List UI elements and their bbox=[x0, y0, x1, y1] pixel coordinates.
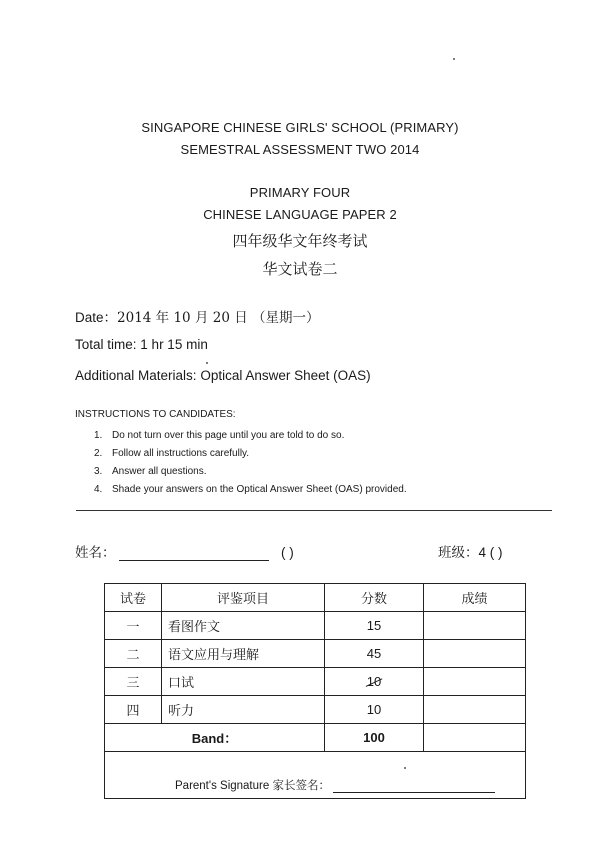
scan-speck bbox=[453, 58, 455, 60]
header-marks: 分数 bbox=[325, 584, 424, 612]
paper-cell: 二 bbox=[105, 640, 162, 668]
date-label: Date： bbox=[75, 310, 118, 325]
signature-row bbox=[105, 752, 526, 799]
name-label: 姓名： bbox=[75, 545, 116, 561]
grade-cell[interactable] bbox=[424, 668, 526, 696]
index-number-field[interactable]: ( ) bbox=[281, 545, 294, 560]
signature-line bbox=[111, 777, 519, 798]
grade-cell[interactable] bbox=[424, 640, 526, 668]
exam-title-cn: 四年级华文年终考试 bbox=[232, 232, 368, 250]
paper-cell: 三 bbox=[105, 668, 162, 696]
table-header-row bbox=[105, 584, 526, 612]
band-label: Band： bbox=[105, 724, 325, 752]
grade-cell[interactable] bbox=[424, 612, 526, 640]
time-line bbox=[75, 337, 208, 352]
signature-field[interactable] bbox=[333, 780, 495, 793]
divider bbox=[76, 510, 552, 511]
materials-label: Additional Materials: bbox=[75, 368, 197, 383]
school-name: SINGAPORE CHINESE GIRLS' SCHOOL (PRIMARY) bbox=[141, 120, 459, 135]
band-grade-cell[interactable] bbox=[424, 724, 526, 752]
item-cell: 语文应用与理解 bbox=[162, 640, 325, 668]
grade-cell[interactable] bbox=[424, 696, 526, 724]
class-label: 班级： bbox=[438, 545, 479, 561]
name-row bbox=[75, 541, 294, 561]
class-field[interactable]: 4 ( ) bbox=[478, 545, 503, 560]
signature-label: Parent's Signature 家长签名： bbox=[175, 780, 330, 792]
paper-title-cn: 华文试卷二 bbox=[262, 260, 338, 278]
instruction-item: 2. Follow all instructions carefully. bbox=[94, 448, 250, 459]
signature-cell bbox=[105, 752, 526, 799]
scan-speck bbox=[206, 362, 208, 364]
materials-value: Optical Answer Sheet (OAS) bbox=[200, 368, 371, 383]
marks-cell bbox=[325, 668, 424, 696]
total-marks: 100 bbox=[325, 724, 424, 752]
item-cell: 听力 bbox=[162, 696, 325, 724]
table-row bbox=[105, 612, 526, 640]
instructions-list bbox=[94, 427, 407, 499]
instructions-heading: INSTRUCTIONS TO CANDIDATES: bbox=[75, 409, 236, 420]
level-title: PRIMARY FOUR bbox=[249, 185, 351, 200]
date-value: 2014 年 10 月 20 日 （星期一） bbox=[117, 310, 320, 326]
name-field[interactable] bbox=[119, 546, 269, 561]
time-value: 1 hr 15 min bbox=[140, 337, 208, 352]
instruction-item: 1. Do not turn over this page until you are told to do so. bbox=[94, 430, 345, 441]
paper-cell: 四 bbox=[105, 696, 162, 724]
table-row bbox=[105, 640, 526, 668]
score-table bbox=[104, 583, 526, 799]
header-item: 评鉴项目 bbox=[162, 584, 325, 612]
materials-line bbox=[75, 368, 371, 383]
marks-cell: 10 bbox=[325, 696, 424, 724]
marks-value-struck: 10 bbox=[366, 674, 382, 689]
date-line bbox=[75, 306, 320, 326]
table-row bbox=[105, 696, 526, 724]
paper-cell: 一 bbox=[105, 612, 162, 640]
paper-title: CHINESE LANGUAGE PAPER 2 bbox=[203, 207, 397, 222]
item-cell: 看图作文 bbox=[162, 612, 325, 640]
item-cell: 口试 bbox=[162, 668, 325, 696]
class-row bbox=[438, 541, 503, 561]
header-paper: 试卷 bbox=[105, 584, 162, 612]
instruction-item: 4. Shade your answers on the Optical Answer Sheet (OAS) provided. bbox=[94, 484, 407, 495]
assessment-title: SEMESTRAL ASSESSMENT TWO 2014 bbox=[180, 142, 420, 157]
instruction-item: 3. Answer all questions. bbox=[94, 466, 207, 477]
time-label: Total time: bbox=[75, 337, 137, 352]
header-grade: 成绩 bbox=[424, 584, 526, 612]
table-row bbox=[105, 668, 526, 696]
scan-speck bbox=[404, 767, 406, 769]
band-row bbox=[105, 724, 526, 752]
marks-cell: 45 bbox=[325, 640, 424, 668]
marks-cell: 15 bbox=[325, 612, 424, 640]
